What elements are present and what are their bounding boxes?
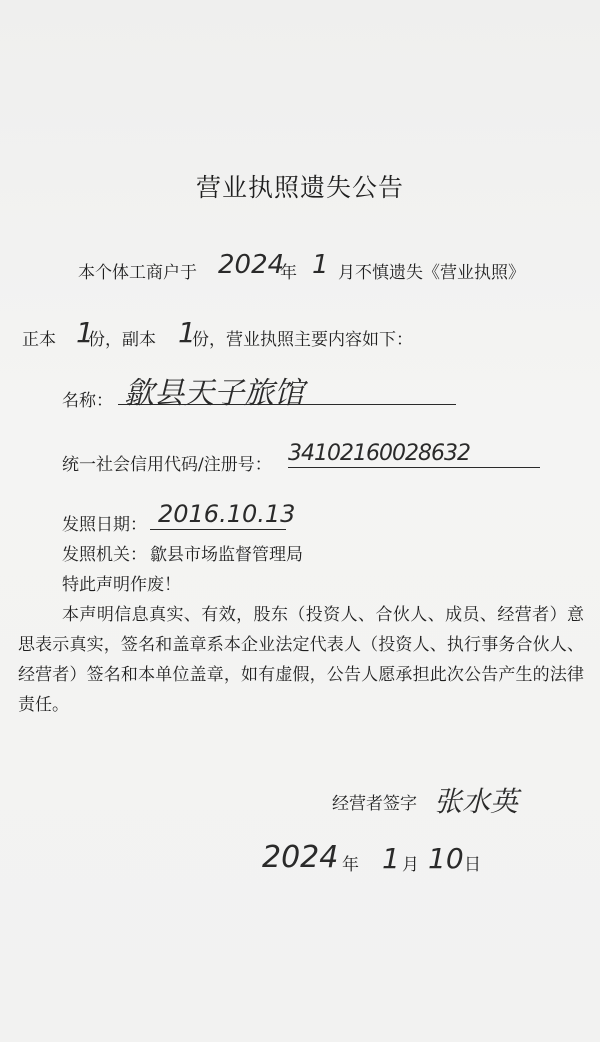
declaration-paragraph: 本声明信息真实、有效，股东（投资人、合伙人、成员、经营者）意思表示真实，签名和盖章系本企业法定代表人（投资人、执行事务合伙人、经营者）签名和本单位盖章，如有虚假，公告人愿承担此次公告产生的法律责任。 — [18, 605, 584, 715]
sign-date-year-handwritten: 2024 — [262, 840, 339, 875]
copies-separator: 份，副本 — [88, 330, 156, 350]
authority-value: 歙县市场监督管理局 — [150, 545, 303, 565]
signature-label: 经营者签字 — [332, 794, 417, 814]
name-value-handwritten: 歙县天子旅馆 — [124, 376, 304, 411]
issue-date-label: 发照日期： — [62, 515, 147, 535]
issue-date-underline — [150, 529, 286, 530]
credit-underline — [288, 467, 540, 468]
intro-prefix: 本个体工商户于 — [78, 263, 197, 283]
sign-date-month-unit: 月 — [402, 855, 419, 875]
credit-value-handwritten: 34102160028632 — [288, 441, 470, 466]
intro-suffix: 月不慎遗失《营业执照》 — [338, 263, 525, 283]
copies-original-label: 正本 — [22, 330, 56, 350]
intro-year-handwritten: 2024 — [218, 250, 285, 280]
name-underline — [118, 404, 456, 405]
issue-date-value-handwritten: 2016.10.13 — [158, 500, 296, 528]
name-label: 名称： — [62, 391, 113, 411]
void-notice: 特此声明作废！ — [62, 575, 181, 595]
signature-handwritten: 张水英 — [434, 785, 519, 818]
page-title: 营业执照遗失公告 — [195, 173, 404, 202]
credit-label: 统一社会信用代码/注册号： — [62, 455, 272, 475]
sign-date-year-unit: 年 — [342, 855, 359, 875]
intro-year-unit: 年 — [280, 263, 297, 283]
sign-date-day-unit: 日 — [464, 855, 481, 875]
intro-month-handwritten: 1 — [312, 250, 329, 280]
authority-label: 发照机关： — [62, 545, 147, 565]
sign-date-month-handwritten: 1 — [382, 842, 400, 875]
copies-copy-count: 1 — [178, 316, 196, 349]
copies-tail: 份，营业执照主要内容如下： — [192, 330, 413, 350]
sign-date-day-handwritten: 10 — [428, 842, 464, 875]
copies-original-count: 1 — [76, 316, 94, 349]
